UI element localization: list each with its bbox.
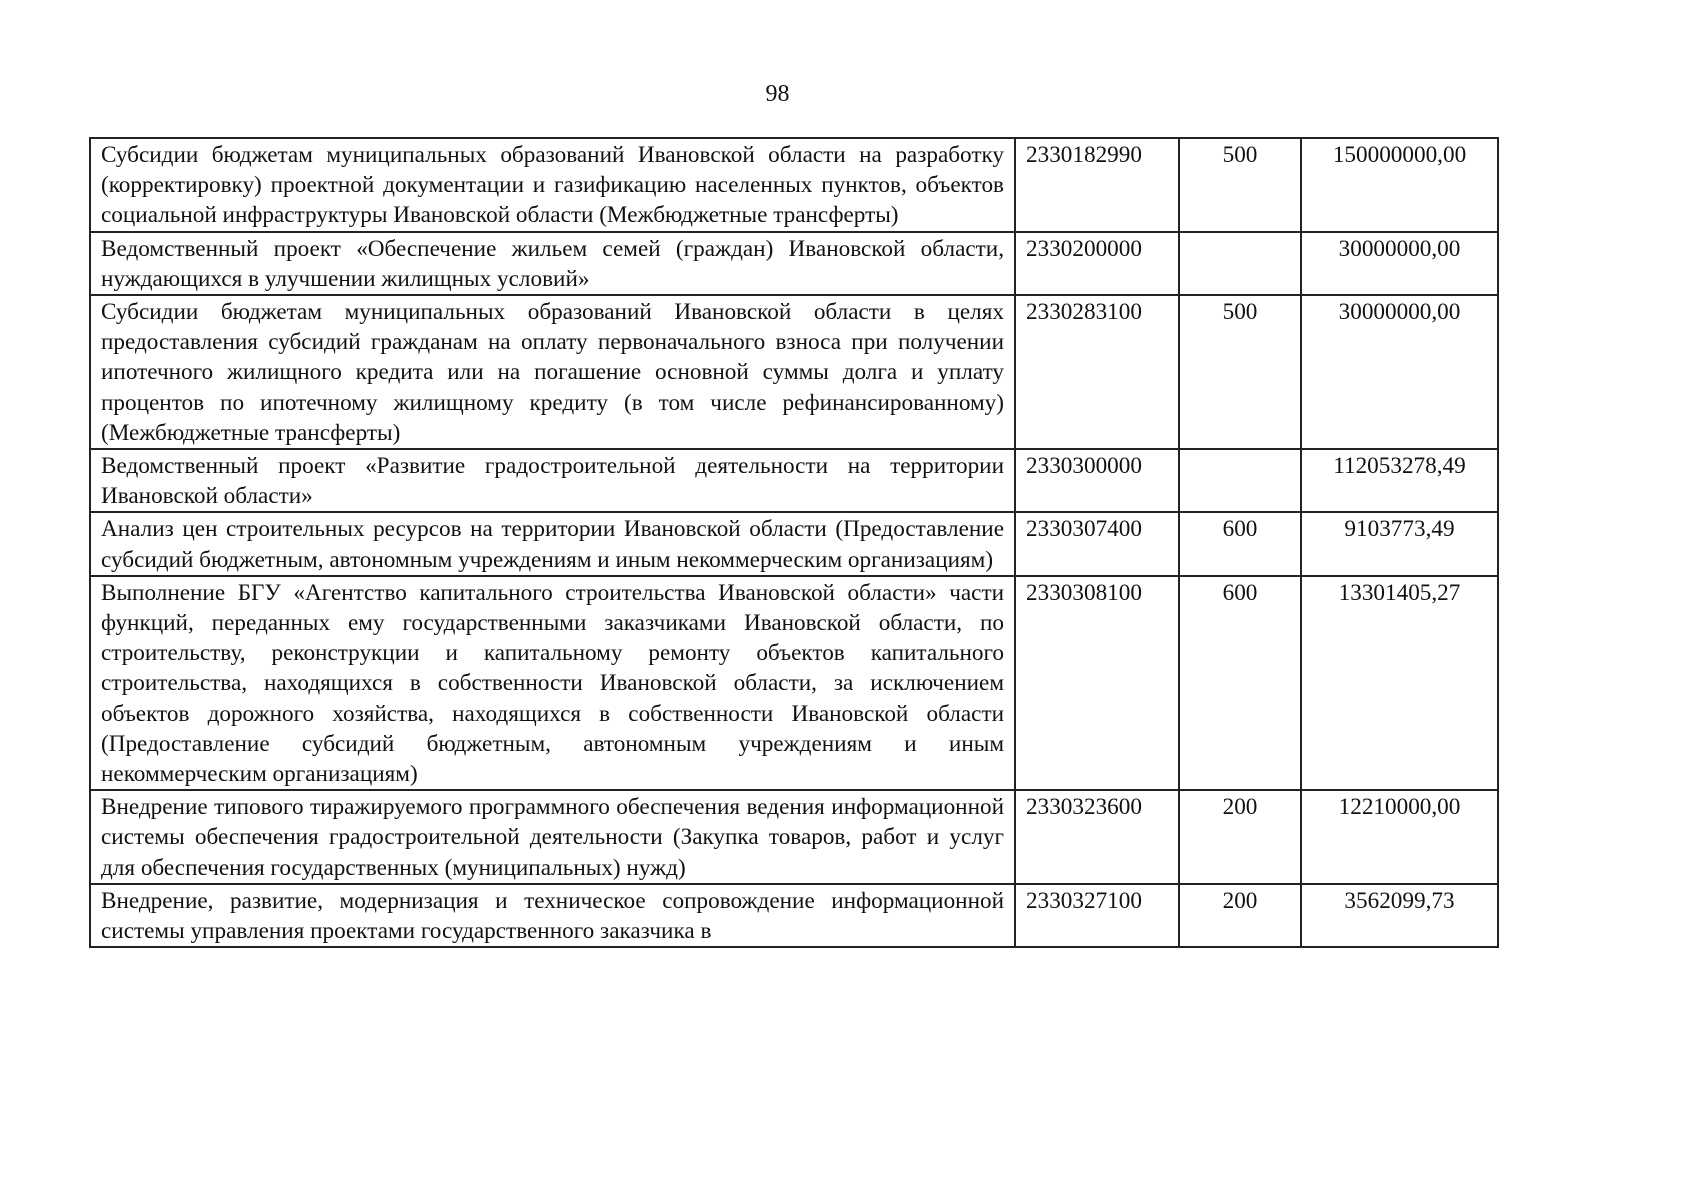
row-expense-type: 600 xyxy=(1179,576,1301,790)
row-expense-type xyxy=(1179,232,1301,295)
table-row xyxy=(90,449,1498,512)
page-number: 98 xyxy=(765,81,790,107)
row-target-code: 2330182990 xyxy=(1015,138,1179,232)
table-row xyxy=(90,512,1498,575)
row-target-code: 2330323600 xyxy=(1015,790,1179,884)
budget-table xyxy=(89,137,1499,948)
table-row xyxy=(90,884,1498,947)
row-expense-type: 200 xyxy=(1179,884,1301,947)
table-row xyxy=(90,232,1498,295)
row-amount: 150000000,00 xyxy=(1301,138,1498,232)
row-target-code: 2330283100 xyxy=(1015,295,1179,449)
row-name: Внедрение типового тиражируемого программного обеспечения ведения информационной системы обеспечения градостроительной деятельности (Закупка товаров, работ и услуг для обеспечения государственных (муниципальных) нужд) xyxy=(90,790,1015,884)
row-amount: 30000000,00 xyxy=(1301,295,1498,449)
row-target-code: 2330308100 xyxy=(1015,576,1179,790)
table-row xyxy=(90,790,1498,884)
row-amount: 3562099,73 xyxy=(1301,884,1498,947)
row-amount: 30000000,00 xyxy=(1301,232,1498,295)
row-expense-type: 200 xyxy=(1179,790,1301,884)
table-row xyxy=(90,295,1498,449)
row-expense-type xyxy=(1179,449,1301,512)
row-amount: 12210000,00 xyxy=(1301,790,1498,884)
row-name: Субсидии бюджетам муниципальных образований Ивановской области на разработку (корректировку) проектной документации и газификацию населенных пунктов, объектов социальной инфраструктуры Ивановской области (Межбюджетные трансферты) xyxy=(90,138,1015,232)
table-row xyxy=(90,138,1498,232)
row-target-code: 2330200000 xyxy=(1015,232,1179,295)
table-row xyxy=(90,576,1498,790)
row-name: Выполнение БГУ «Агентство капитального строительства Ивановской области» части функций, переданных ему государственными заказчиками Ивановской области, по строительству, реконструкции и капитальному ремонту объектов капитального строительства, находящихся в собственности Ивановской области, за исключением объектов дорожного хозяйства, находящихся в собственности Ивановской области (Предоставление субсидий бюджетным, автономным учреждениям и иным некоммерческим организациям) xyxy=(90,576,1015,790)
row-name: Субсидии бюджетам муниципальных образований Ивановской области в целях предоставления субсидий гражданам на оплату первоначального взноса при получении ипотечного жилищного кредита или на погашение основной суммы долга и уплату процентов по ипотечному жилищному кредиту (в том числе рефинансированному) (Межбюджетные трансферты) xyxy=(90,295,1015,449)
row-target-code: 2330327100 xyxy=(1015,884,1179,947)
row-expense-type: 600 xyxy=(1179,512,1301,575)
row-expense-type: 500 xyxy=(1179,295,1301,449)
row-expense-type: 500 xyxy=(1179,138,1301,232)
row-name: Внедрение, развитие, модернизация и техническое сопровождение информационной системы управления проектами государственного заказчика в xyxy=(90,884,1015,947)
row-amount: 13301405,27 xyxy=(1301,576,1498,790)
row-amount: 9103773,49 xyxy=(1301,512,1498,575)
row-name: Ведомственный проект «Развитие градостроительной деятельности на территории Ивановской области» xyxy=(90,449,1015,512)
row-amount: 112053278,49 xyxy=(1301,449,1498,512)
row-name: Анализ цен строительных ресурсов на территории Ивановской области (Предоставление субсидий бюджетным, автономным учреждениям и иным некоммерческим организациям) xyxy=(90,512,1015,575)
row-name: Ведомственный проект «Обеспечение жильем семей (граждан) Ивановской области, нуждающихся в улучшении жилищных условий» xyxy=(90,232,1015,295)
row-target-code: 2330300000 xyxy=(1015,449,1179,512)
row-target-code: 2330307400 xyxy=(1015,512,1179,575)
